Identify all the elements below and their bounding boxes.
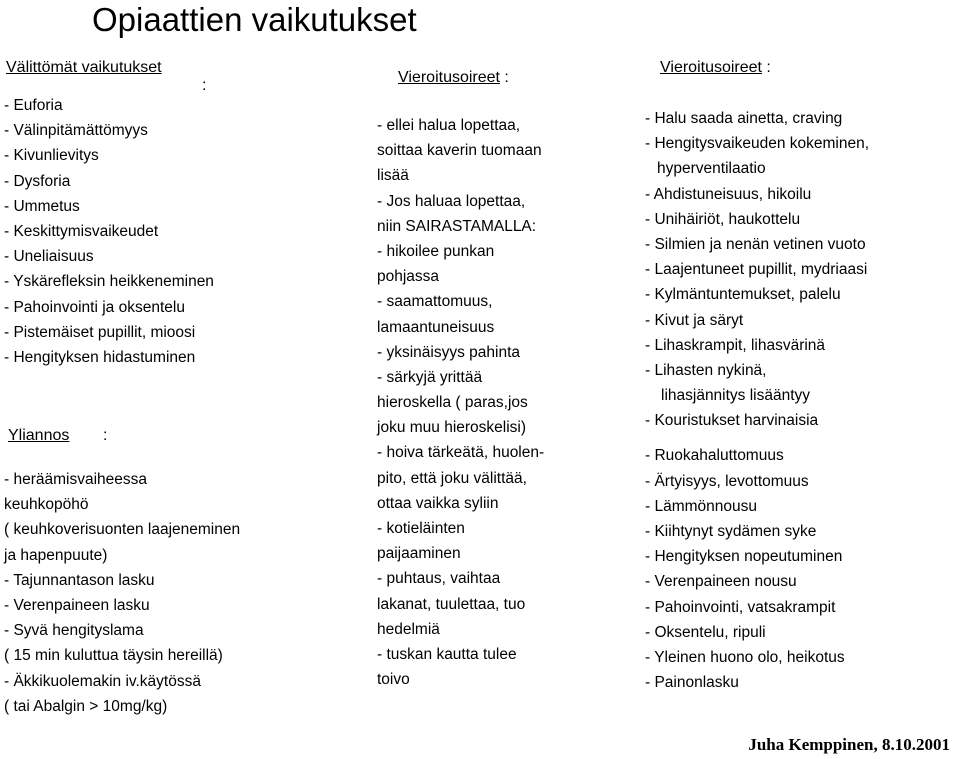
list-item: - Keskittymisvaikeudet	[4, 222, 159, 240]
list-item: - Lämmönnousu	[645, 497, 758, 515]
list-item: pito, että joku välittää,	[377, 469, 527, 487]
list-item: niin SAIRASTAMALLA:	[377, 217, 537, 235]
list-item: - Unihäiriöt, haukottelu	[645, 210, 801, 228]
withdrawal-right-list	[645, 106, 869, 695]
list-item: ( keuhkoverisuonten laajeneminen	[4, 521, 241, 539]
list-item: - Kylmäntuntemukset, palelu	[645, 286, 841, 304]
list-item: - Kiihtynyt sydämen syke	[645, 523, 817, 540]
overdose-heading	[8, 426, 69, 446]
list-item: - Pahoinvointi, vatsakrampit	[645, 598, 836, 616]
list-item: - Hengityksen hidastuminen	[4, 348, 196, 366]
list-item: - yksinäisyys pahinta	[377, 343, 521, 361]
list-item: - Hengitysvaikeuden kokeminen,	[645, 135, 870, 153]
list-item: - Välinpitämättömyys	[4, 122, 148, 140]
list-item: - kotieläinten	[377, 520, 465, 537]
list-item: - Laajentuneet pupillit, mydriaasi	[645, 261, 868, 279]
list-item: lakanat, tuulettaa, tuo	[377, 595, 526, 613]
withdrawal-right-heading	[660, 58, 771, 78]
immediate-effects-heading	[6, 58, 162, 78]
withdrawal-right-colon: :	[761, 59, 771, 76]
list-item: - Pahoinvointi ja oksentelu	[4, 298, 185, 316]
withdrawal-middle-colon: :	[499, 69, 509, 86]
list-item: pohjassa	[377, 268, 440, 286]
list-item: - Äkkikuolemakin iv.käytössä	[4, 672, 201, 690]
list-item: - Dysforia	[4, 172, 71, 190]
overdose-list	[4, 467, 240, 719]
withdrawal-middle-heading-text: Vieroitusoireet	[398, 69, 500, 86]
list-item: - ellei halua lopettaa,	[377, 117, 521, 134]
list-item: - heräämisvaiheessa	[4, 471, 148, 488]
withdrawal-middle-list	[377, 113, 544, 692]
overdose-colon: :	[103, 427, 108, 444]
list-item: - Syvä hengityslama	[4, 622, 144, 640]
list-item: - Yskärefleksin heikkeneminen	[4, 273, 214, 291]
list-item: - Ahdistuneisuus, hikoilu	[645, 185, 812, 203]
list-item: - särkyjä yrittää	[377, 368, 483, 386]
list-item: lisää	[377, 167, 409, 185]
withdrawal-middle-heading	[398, 68, 509, 88]
list-item: - Tajunnantason lasku	[4, 571, 155, 589]
list-item: ( 15 min kuluttua täysin hereillä)	[4, 647, 223, 665]
list-item: toivo	[377, 671, 410, 689]
immediate-effects-heading-text: Välittömät vaikutukset	[6, 59, 162, 76]
list-item: - Verenpaineen nousu	[645, 573, 797, 591]
list-item: hyperventilaatio	[657, 160, 766, 178]
list-item: ( tai Abalgin > 10mg/kg)	[4, 697, 168, 715]
list-item: - puhtaus, vaihtaa	[377, 570, 501, 588]
author-signature: Juha Kemppinen, 8.10.2001	[748, 735, 950, 754]
list-item: - Halu saada ainetta, craving	[645, 110, 843, 127]
list-item: ja hapenpuute)	[4, 546, 108, 564]
list-item: - Euforia	[4, 97, 63, 114]
list-item: hedelmiä	[377, 620, 440, 638]
immediate-effects-colon: :	[202, 77, 207, 94]
list-item: - Ruokahaluttomuus	[645, 447, 784, 465]
list-item: paijaaminen	[377, 545, 461, 563]
list-item: - Uneliaisuus	[4, 248, 94, 266]
list-item: - hikoilee punkan	[377, 242, 495, 260]
list-item: - tuskan kautta tulee	[377, 645, 517, 663]
withdrawal-right-heading-text: Vieroitusoireet	[660, 59, 762, 76]
list-item: soittaa kaverin tuomaan	[377, 142, 542, 160]
list-item: keuhkopöhö	[4, 496, 89, 514]
list-item: - Pistemäiset pupillit, mioosi	[4, 323, 196, 341]
immediate-effects-list	[4, 93, 214, 370]
list-item: - Verenpaineen lasku	[4, 596, 150, 614]
list-item: lihasjännitys lisääntyy	[661, 387, 811, 405]
list-item: - Kouristukset harvinaisia	[645, 412, 819, 430]
list-item: hieroskella ( paras,jos	[377, 394, 528, 412]
list-item: - hoiva tärkeätä, huolen-	[377, 444, 545, 462]
list-item: - Lihaskrampit, lihasvärinä	[645, 336, 826, 354]
list-item: - Kivut ja säryt	[645, 311, 744, 329]
list-item: - saamattomuus,	[377, 293, 493, 311]
list-item: - Oksentelu, ripuli	[645, 623, 766, 641]
page-title: Opiaattien vaikutukset	[92, 1, 417, 38]
list-item: lamaantuneisuus	[377, 318, 495, 336]
list-item: - Lihasten nykinä,	[645, 361, 767, 379]
list-item: - Jos haluaa lopettaa,	[377, 192, 526, 210]
list-item: - Silmien ja nenän vetinen vuoto	[645, 235, 866, 253]
list-item: ottaa vaikka syliin	[377, 494, 499, 512]
overdose-heading-text: Yliannos	[8, 427, 70, 444]
list-item: joku muu hieroskelisi)	[377, 419, 527, 437]
list-item: - Yleinen huono olo, heikotus	[645, 648, 845, 666]
list-item: - Kivunlievitys	[4, 147, 99, 165]
list-item: - Ärtyisyys, levottomuus	[645, 472, 809, 490]
list-item: - Painonlasku	[645, 674, 739, 692]
list-item: - Ummetus	[4, 197, 80, 215]
list-item: - Hengityksen nopeutuminen	[645, 548, 843, 566]
